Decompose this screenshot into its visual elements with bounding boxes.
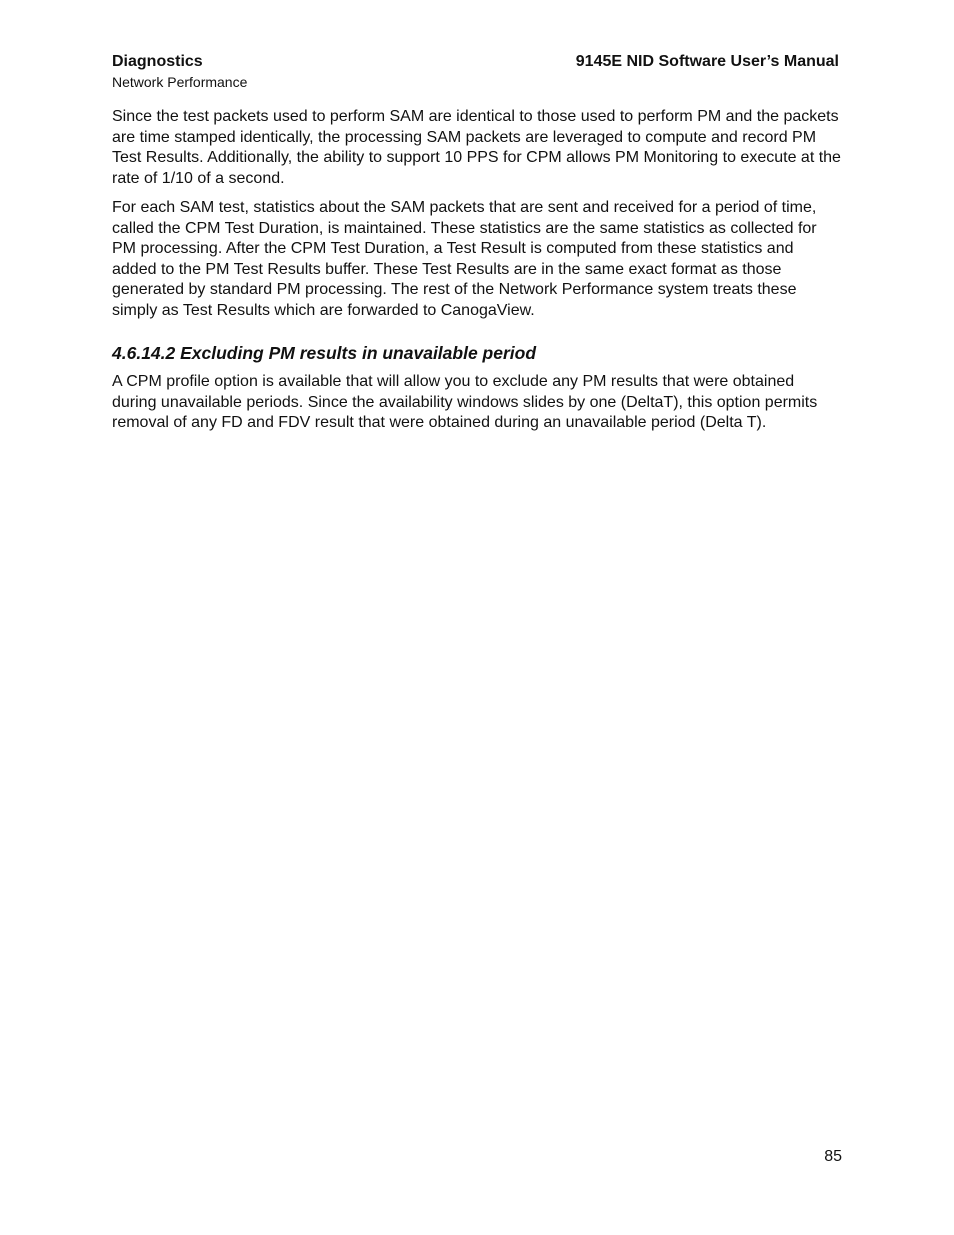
body-paragraph: A CPM profile option is available that will allow you to exclude any PM results that were obtained during unavailable periods. Since the availability windows slides by one (DeltaT), this option permits removal of any FD and FDV result that were obtained during an unavailable period (Delta T). — [112, 373, 818, 431]
header-subsection-title: Network Performance — [112, 74, 248, 90]
header-section-title: Diagnostics — [112, 53, 203, 70]
page-body — [112, 107, 842, 443]
body-paragraph: For each SAM test, statistics about the SAM packets that are sent and received for a period of time, called the CPM Test Duration, is maintained. These statistics are the same statistics as collected for PM processing. After the CPM Test Duration, a Test Result is computed from these statistics and added to the PM Test Results buffer. These Test Results are in the same exact format as those generated by standard PM processing. The rest of the Network Performance system treats these simply as Test Results which are forwarded to CanogaView. — [112, 199, 817, 319]
page-number: 85 — [824, 1148, 842, 1165]
section-heading: 4.6.14.2 Excluding PM results in unavailable period — [112, 343, 537, 363]
manual-title: 9145E NID Software User’s Manual — [575, 53, 839, 70]
page-header-left — [112, 52, 247, 91]
body-paragraph: Since the test packets used to perform SAM are identical to those used to perform PM and the packets are time stamped identically, the processing SAM packets are leveraged to compute and record PM Test Results. Additionally, the ability to support 10 PPS for CPM allows PM Monitoring to execute at the rate of 1/10 of a second. — [112, 108, 841, 187]
